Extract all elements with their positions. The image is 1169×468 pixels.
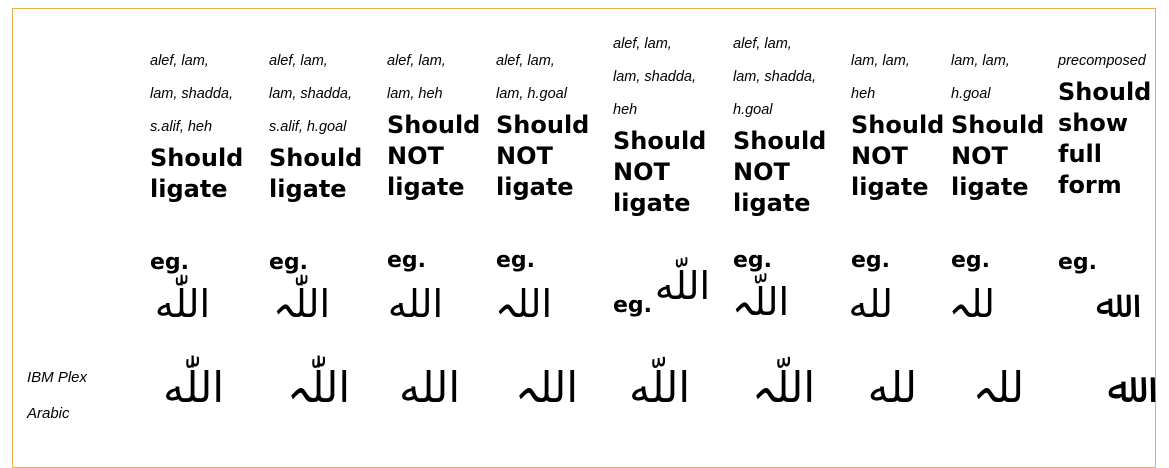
plex-glyph: اللہ: [515, 363, 578, 412]
description-line: s.alif, h.goal: [269, 119, 347, 135]
example-glyph: الله: [387, 282, 443, 326]
description-line: lam, shadda,: [150, 86, 234, 102]
verdict-line: ligate: [733, 189, 811, 217]
verdict-line: NOT: [387, 142, 444, 170]
example-glyph: اللّہ: [732, 280, 789, 324]
description-line: alef, lam,: [733, 36, 792, 52]
example-label: eg.: [150, 250, 190, 275]
plex-glyph: اللّہ: [752, 363, 815, 412]
description-line: alef, lam,: [496, 53, 555, 69]
description-line: s.alif, heh: [150, 119, 213, 135]
verdict-line: Should: [150, 144, 244, 172]
verdict-line: ligate: [851, 173, 929, 201]
example-glyph: للہ: [948, 282, 995, 326]
example-glyph: اللّٰه: [154, 282, 210, 326]
example-glyph: ﷲ: [1095, 282, 1118, 326]
verdict-line: ligate: [150, 175, 228, 203]
column-4: [496, 45, 589, 204]
row-label-line: Arabic: [27, 405, 70, 422]
plex-glyph: اللّٰہ: [287, 363, 350, 412]
column-1: [150, 45, 243, 206]
description-line: alef, lam,: [613, 36, 672, 52]
description-line: lam, shadda,: [269, 86, 353, 102]
verdict-line: full: [1058, 140, 1102, 168]
example-label: eg.: [387, 248, 427, 273]
column-5: [613, 28, 706, 220]
description-line: lam, h.goal: [496, 86, 567, 102]
row-label-line: IBM Plex: [27, 369, 88, 386]
column-3: [387, 45, 480, 204]
description-line: lam, lam,: [851, 53, 910, 69]
description-line: alef, lam,: [150, 53, 209, 69]
description-line: h.goal: [733, 102, 773, 118]
description-line: heh: [851, 86, 876, 102]
description-line: lam, shadda,: [613, 69, 697, 85]
column-9: [1058, 45, 1151, 202]
verdict-line: Should: [851, 111, 945, 139]
description-line: precomposed: [1058, 53, 1146, 69]
plex-glyph: اللّٰه: [163, 363, 224, 412]
verdict-line: form: [1058, 171, 1122, 199]
description-line: lam, heh: [387, 86, 443, 102]
verdict-line: Should: [496, 111, 590, 139]
verdict-line: ligate: [269, 175, 347, 203]
verdict-line: ligate: [387, 173, 465, 201]
plex-glyph: ﷲ: [1107, 363, 1132, 412]
verdict-line: NOT: [613, 158, 670, 186]
verdict-line: NOT: [733, 158, 790, 186]
column-8: [951, 45, 1044, 204]
description-line: alef, lam,: [387, 53, 446, 69]
verdict-line: show: [1058, 109, 1129, 137]
example-glyph: لله: [848, 282, 893, 326]
plex-glyph: اللّه: [629, 363, 690, 412]
verdict-line: ligate: [496, 173, 574, 201]
example-label: eg.: [733, 248, 773, 273]
example-label: eg.: [613, 293, 653, 318]
verdict-line: NOT: [951, 142, 1008, 170]
verdict-line: NOT: [851, 142, 908, 170]
verdict-line: Should: [269, 144, 363, 172]
column-6: [733, 28, 826, 220]
plex-glyph: الله: [399, 363, 460, 412]
verdict-line: ligate: [613, 189, 691, 217]
verdict-line: Should: [387, 111, 481, 139]
verdict-line: NOT: [496, 142, 553, 170]
example-label: eg.: [496, 248, 536, 273]
plex-glyph: لله: [867, 363, 917, 412]
example-label: eg.: [1058, 250, 1098, 275]
verdict-line: Should: [951, 111, 1045, 139]
example-glyph: اللہ: [495, 282, 552, 326]
verdict-line: Should: [1058, 78, 1152, 106]
example-glyph: اللّه: [654, 264, 710, 308]
verdict-line: ligate: [951, 173, 1029, 201]
description-line: h.goal: [951, 86, 991, 102]
example-label: eg.: [951, 248, 991, 273]
verdict-line: Should: [733, 127, 827, 155]
plex-glyph: للہ: [972, 363, 1024, 412]
column-2: [269, 45, 362, 206]
example-glyph: اللّٰہ: [273, 282, 330, 326]
description-line: heh: [613, 102, 638, 118]
description-line: lam, shadda,: [733, 69, 817, 85]
example-label: eg.: [269, 250, 309, 275]
description-line: lam, lam,: [951, 53, 1010, 69]
description-line: alef, lam,: [269, 53, 328, 69]
example-label: eg.: [851, 248, 891, 273]
column-7: [851, 45, 944, 204]
verdict-line: Should: [613, 127, 707, 155]
